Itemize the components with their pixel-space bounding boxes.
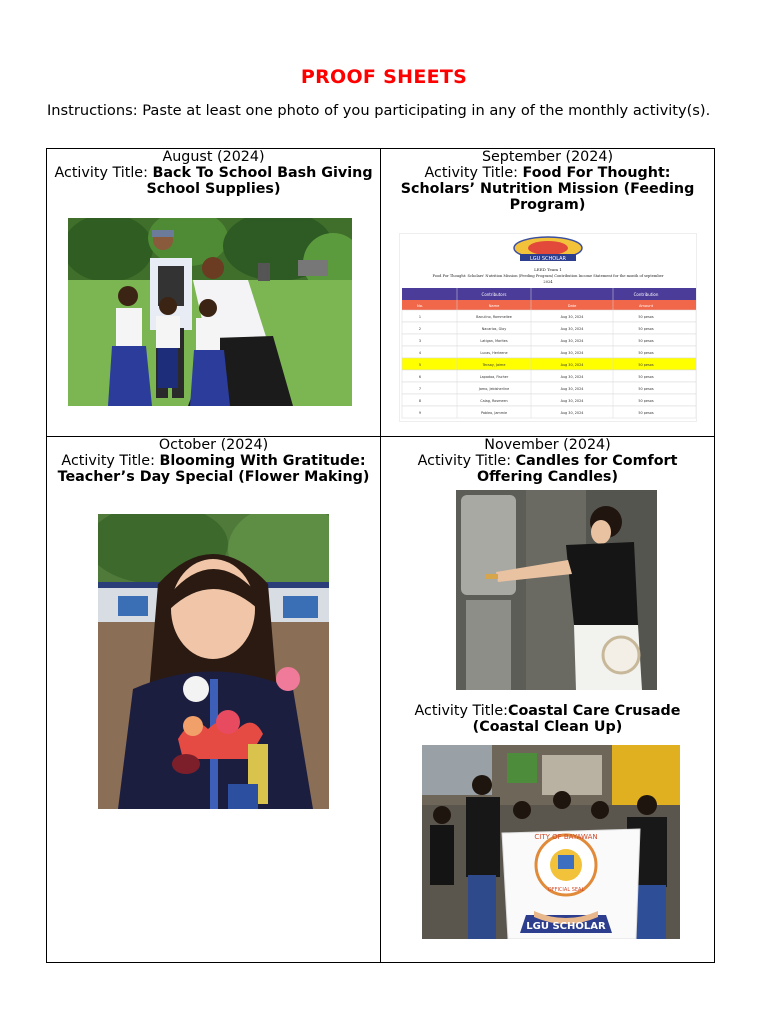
banner-arc-text: CITY OF BAYAWAN xyxy=(534,833,598,841)
activity-title-text: Candles for Comfort Offering Candles) xyxy=(477,453,678,485)
activity-prefix: Activity Title: xyxy=(61,453,160,469)
sheet-cell: 9 xyxy=(418,411,422,415)
instructions-text: Instructions: Paste at least one photo of you participating in any of the monthly activity(s). xyxy=(47,102,711,119)
sheet-logo-text: LGU SCHOLAR xyxy=(529,256,567,262)
sheet-cell: Baculino, Rommeliee xyxy=(476,315,512,319)
sheet-cell: Lucas, Herleene xyxy=(480,351,508,355)
banner-seal-text: OFFICIAL SEAL xyxy=(547,887,585,893)
sheet-cell: Aug 30, 2024 xyxy=(560,387,584,391)
sheet-cell: 2 xyxy=(418,327,422,331)
sheet-line2: Food For Thought: Scholars' Nutrition Mission (Feeding Program) Contribution Income Statement for the month of september xyxy=(432,274,664,278)
sheet-cell: 50 pesos xyxy=(638,387,654,391)
activity-title-2 xyxy=(381,703,714,735)
sheet-cell: Latigan, Marites xyxy=(480,339,508,343)
month-label: October (2024) xyxy=(158,437,269,453)
activity-title xyxy=(47,453,380,485)
sheet-line3: 2024 xyxy=(543,280,553,284)
proof-table xyxy=(46,148,715,963)
sheet-cell: 50 pesos xyxy=(638,411,654,415)
sheet-cell: Aug 30, 2024 xyxy=(560,363,584,367)
sheet-cell: 50 pesos xyxy=(638,363,654,367)
sheet-cell: Nacarlos, Gloy xyxy=(481,327,507,331)
sheet-cell: 50 pesos xyxy=(638,399,654,403)
activity-prefix: Activity Title: xyxy=(414,703,508,719)
sheet-col-no: No. xyxy=(417,304,423,308)
sheet-cell: Aug 30, 2024 xyxy=(560,411,584,415)
sheet-cell: Tecsay, Jaime xyxy=(482,363,506,367)
sheet-cell: 50 pesos xyxy=(638,315,654,319)
sheet-col-name: Name xyxy=(488,304,500,308)
photo-flower-making xyxy=(98,514,329,809)
sheet-cell: 50 pesos xyxy=(638,327,654,331)
cell-october xyxy=(47,437,381,963)
activity-prefix: Activity Title: xyxy=(54,165,153,181)
sheet-line1: LEED Team 1 xyxy=(534,267,562,272)
activity-title xyxy=(47,165,380,197)
sheet-col-amount: Amount xyxy=(638,304,654,308)
photo-coastal-cleanup xyxy=(422,745,680,939)
sheet-cell: 4 xyxy=(418,351,422,355)
sheet-cell: Aug 30, 2024 xyxy=(560,351,584,355)
sheet-cell: Aug 30, 2024 xyxy=(560,339,584,343)
sheet-cell: 8 xyxy=(418,399,422,403)
activity-title-text: Back To School Bash Giving School Supplies) xyxy=(146,165,373,197)
activity-prefix: Activity Title: xyxy=(424,165,523,181)
sheet-cell: Aug 30, 2024 xyxy=(560,327,584,331)
month-label: November (2024) xyxy=(484,437,611,453)
cell-november xyxy=(381,437,715,963)
cell-august xyxy=(47,149,381,437)
sheet-cell: 1 xyxy=(418,315,422,319)
sheet-cell: 6 xyxy=(418,375,422,379)
activity-title-text: Coastal Care Crusade (Coastal Clean Up) xyxy=(472,703,681,735)
photo-back-to-school xyxy=(68,218,352,406)
sheet-cell: Pableo, Jammie xyxy=(480,411,508,415)
activity-title xyxy=(381,165,714,213)
sheet-cell: 7 xyxy=(418,387,422,391)
sheet-cell: Calag, Rosmeen xyxy=(480,399,508,403)
photo-offering-candles xyxy=(456,490,657,690)
sheet-cell: Lapadoa, Fischer xyxy=(479,375,509,379)
cell-september xyxy=(381,149,715,437)
page-title: PROOF SHEETS xyxy=(300,66,468,88)
sheet-cell: 50 pesos xyxy=(638,375,654,379)
sheet-cell: Aug 30, 2024 xyxy=(560,375,584,379)
banner-ribbon-text: LGU SCHOLAR xyxy=(526,921,606,932)
activity-title xyxy=(381,453,714,485)
sheet-cell: 3 xyxy=(418,339,422,343)
month-label: September (2024) xyxy=(481,149,614,165)
sheet-group-header: Contributors xyxy=(481,292,507,297)
month-label: August (2024) xyxy=(162,149,265,165)
activity-title-text: Food For Thought: Scholars’ Nutrition Mission (Feeding Program) xyxy=(400,165,695,213)
activity-title-text: Blooming With Gratitude: Teacher’s Day Special (Flower Making) xyxy=(57,453,370,485)
sheet-cell: Jamo, Jebisherline xyxy=(478,387,510,391)
sheet-cell: Aug 30, 2024 xyxy=(560,315,584,319)
contribution-sheet-image xyxy=(399,233,697,422)
sheet-cell: Aug 30, 2024 xyxy=(560,399,584,403)
sheet-cell: 50 pesos xyxy=(638,351,654,355)
sheet-col-date: Date xyxy=(567,304,577,308)
sheet-cell: 5 xyxy=(418,363,422,367)
activity-prefix: Activity Title: xyxy=(417,453,516,469)
sheet-contribution-header: Contribution xyxy=(633,292,659,297)
sheet-cell: 50 pesos xyxy=(638,339,654,343)
